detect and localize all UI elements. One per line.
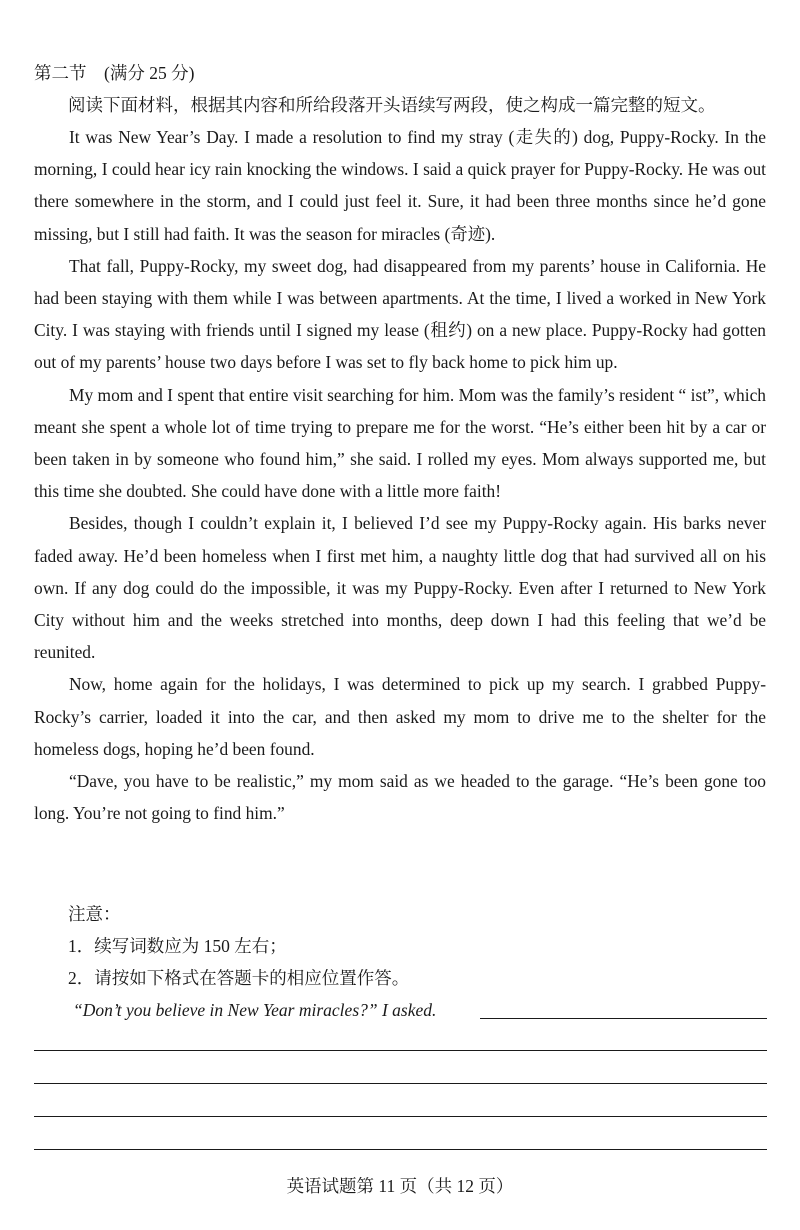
passage-paragraph-2: That fall, Puppy-Rocky, my sweet dog, had disappeared from my parents’ house in California. He had been staying with them while I was between apartments. At the time, I lived a worked in New York City. I was staying with friends until I signed my lease (租约) on a new place. Puppy-Rocky had gotten out of my parents’ house two days before I was set to fly back home to pick him up. [34,255,766,373]
continuation-prompt-row [73,995,767,1025]
notes-heading: 注意： [68,904,121,924]
note-item: 2．请按如下格式在答题卡的相应位置作答。 [68,968,410,988]
answer-line[interactable] [34,1083,767,1084]
continuation-prompt: “Don’t you believe in New Year miracles?” I asked. [73,1000,437,1020]
passage-paragraph-5: Now, home again for the holidays, I was determined to pick up my search. I grabbed Puppy-Rocky’s carrier, loaded it into the car, and then asked my mom to drive me to the shelter for the homeless dogs, hoping he’d been found. [34,674,766,759]
reading-passage [34,121,766,829]
passage-paragraph-1: It was New Year’s Day. I made a resolution to find my stray (走失的) dog, Puppy-Rocky. In the morning, I could hear icy rain knocking the windows. I said a quick prayer for Puppy-Rocky. He was out there somewhere in the storm, and I could just feel it. Sure, it had been three months since he’d gone missing, but I still had faith. It was the season for miracles (奇迹). [34,127,766,244]
writing-blank[interactable] [480,1018,767,1019]
page-footer: 英语试题第 11 页（共 12 页） [286,1176,514,1196]
notes-block [68,898,409,994]
answer-line[interactable] [34,1149,767,1150]
passage-paragraph-3: My mom and I spent that entire visit searching for him. Mom was the family’s resident “ ist”, which meant she spent a whole lot of time trying to prepare me for the worst. “He’s either been hit by a car or been taken in by someone who found him,” she said. I rolled my eyes. Mom always supported me, but this time she doubted. She could have done with a little more faith! [34,384,766,502]
passage-paragraph-6: “Dave, you have to be realistic,” my mom said as we headed to the garage. “He’s been gone too long. You’re not going to find him.” [34,771,766,824]
answer-line[interactable] [34,1116,767,1117]
section-title: 第二节 (满分 25 分) [34,63,195,83]
note-item: 1．续写词数应为 150 左右； [68,936,287,956]
answer-line[interactable] [34,1050,767,1051]
task-instruction: 阅读下面材料，根据其内容和所给段落开头语续写两段，使之构成一篇完整的短文。 [68,95,716,115]
passage-paragraph-4: Besides, though I couldn’t explain it, I believed I’d see my Puppy-Rocky again. His barks never faded away. He’d been homeless when I first met him, a naughty little dog that had survived all on his own. If any dog could do the impossible, it was my Puppy-Rocky. Even after I returned to New York City without him and the weeks stretched into months, deep down I had this feeling that we’d be reunited. [34,513,766,663]
